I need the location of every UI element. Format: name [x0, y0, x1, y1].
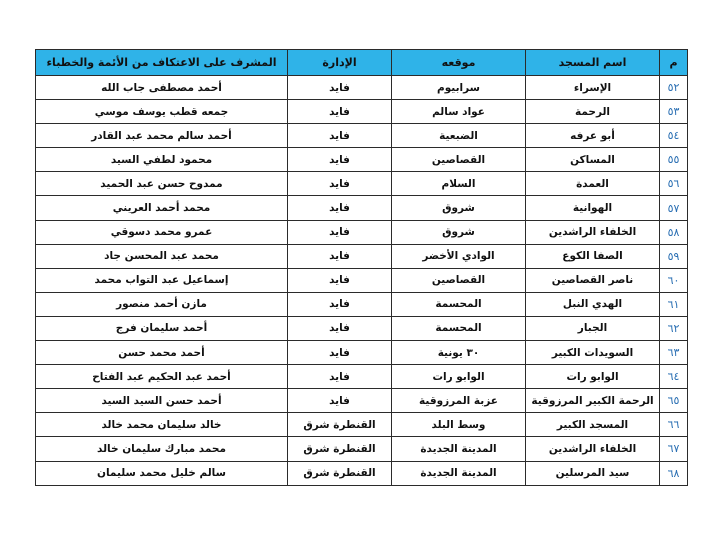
mosque-supervisors-sheet — [35, 49, 687, 486]
administration-cell: القنطرة شرق — [288, 461, 392, 485]
table-row — [36, 316, 688, 340]
administration-cell: فايد — [288, 148, 392, 172]
administration-cell: فايد — [288, 292, 392, 316]
mosque-name-cell: الصفا الكوع — [526, 244, 660, 268]
supervisor-cell: سالم خليل محمد سليمان — [36, 461, 288, 485]
table-row — [36, 389, 688, 413]
row-number: ٦٢ — [660, 316, 688, 340]
supervisor-cell: أحمد عبد الحكيم عبد الفتاح — [36, 365, 288, 389]
table-row — [36, 76, 688, 100]
supervisor-cell: محمد عبد المحسن جاد — [36, 244, 288, 268]
location-cell: المحسمة — [392, 316, 526, 340]
administration-cell: فايد — [288, 124, 392, 148]
location-cell: المدينة الجديدة — [392, 461, 526, 485]
row-number: ٦٦ — [660, 413, 688, 437]
supervisor-cell: إسماعيل عبد التواب محمد — [36, 268, 288, 292]
mosque-name-cell: الهدي النبل — [526, 292, 660, 316]
supervisor-cell: محمود لطفي السيد — [36, 148, 288, 172]
supervisor-cell: خالد سليمان محمد خالد — [36, 413, 288, 437]
administration-cell: القنطرة شرق — [288, 413, 392, 437]
location-cell: الوابو رات — [392, 365, 526, 389]
administration-cell: فايد — [288, 196, 392, 220]
row-number: ٦٤ — [660, 365, 688, 389]
location-cell: المحسمة — [392, 292, 526, 316]
location-cell: القصاصين — [392, 148, 526, 172]
mosque-name-cell: الرحمة — [526, 100, 660, 124]
administration-cell: فايد — [288, 341, 392, 365]
administration-cell: فايد — [288, 389, 392, 413]
administration-cell: فايد — [288, 268, 392, 292]
row-number: ٥٢ — [660, 76, 688, 100]
administration-cell: فايد — [288, 316, 392, 340]
row-number: ٥٩ — [660, 244, 688, 268]
supervisor-cell: ممدوح حسن عبد الحميد — [36, 172, 288, 196]
table-body — [36, 76, 688, 486]
table-row — [36, 341, 688, 365]
row-number: ٥٨ — [660, 220, 688, 244]
supervisor-cell: أحمد حسن السيد السيد — [36, 389, 288, 413]
row-number: ٦١ — [660, 292, 688, 316]
location-cell: شروق — [392, 220, 526, 244]
row-number: ٦٠ — [660, 268, 688, 292]
mosque-name-cell: الجبار — [526, 316, 660, 340]
location-cell: الوادي الأخضر — [392, 244, 526, 268]
supervisor-cell: مازن أحمد منصور — [36, 292, 288, 316]
table-row — [36, 220, 688, 244]
location-cell: عواد سالم — [392, 100, 526, 124]
supervisor-cell: أحمد سالم محمد عبد القادر — [36, 124, 288, 148]
administration-cell: فايد — [288, 244, 392, 268]
table-row — [36, 148, 688, 172]
administration-cell: فايد — [288, 100, 392, 124]
table-row — [36, 461, 688, 485]
header-location: موقعه — [392, 50, 526, 76]
location-cell: السلام — [392, 172, 526, 196]
supervisor-cell: محمد أحمد العريني — [36, 196, 288, 220]
table-row — [36, 437, 688, 461]
location-cell: القصاصين — [392, 268, 526, 292]
mosque-name-cell: الرحمة الكبير المرزوقية — [526, 389, 660, 413]
table-row — [36, 365, 688, 389]
mosque-name-cell: أبو عرفه — [526, 124, 660, 148]
mosques-table — [35, 49, 688, 486]
administration-cell: فايد — [288, 172, 392, 196]
table-row — [36, 196, 688, 220]
mosque-name-cell: الإسراء — [526, 76, 660, 100]
table-row — [36, 268, 688, 292]
location-cell: المدينة الجديدة — [392, 437, 526, 461]
mosque-name-cell: العمدة — [526, 172, 660, 196]
table-row — [36, 124, 688, 148]
row-number: ٦٣ — [660, 341, 688, 365]
table-row — [36, 100, 688, 124]
supervisor-cell: محمد مبارك سليمان خالد — [36, 437, 288, 461]
table-row — [36, 292, 688, 316]
supervisor-cell: جمعه قطب يوسف موسي — [36, 100, 288, 124]
supervisor-cell: أحمد مصطفى جاب الله — [36, 76, 288, 100]
mosque-name-cell: الخلفاء الراشدين — [526, 437, 660, 461]
mosque-name-cell: الهوانية — [526, 196, 660, 220]
header-num: م — [660, 50, 688, 76]
header-mosque-name: اسم المسجد — [526, 50, 660, 76]
administration-cell: القنطرة شرق — [288, 437, 392, 461]
table-header-row — [36, 50, 688, 76]
location-cell: عزبة المرزوقية — [392, 389, 526, 413]
mosque-name-cell: سيد المرسلين — [526, 461, 660, 485]
supervisor-cell: أحمد محمد حسن — [36, 341, 288, 365]
supervisor-cell: عمرو محمد دسوقي — [36, 220, 288, 244]
row-number: ٥٤ — [660, 124, 688, 148]
header-administration: الإدارة — [288, 50, 392, 76]
row-number: ٥٣ — [660, 100, 688, 124]
table-row — [36, 244, 688, 268]
table-row — [36, 172, 688, 196]
mosque-name-cell: المسجد الكبير — [526, 413, 660, 437]
mosque-name-cell: الخلفاء الراشدين — [526, 220, 660, 244]
location-cell: الضبعية — [392, 124, 526, 148]
mosque-name-cell: السويدات الكبير — [526, 341, 660, 365]
location-cell: سرابيوم — [392, 76, 526, 100]
administration-cell: فايد — [288, 76, 392, 100]
location-cell: وسط البلد — [392, 413, 526, 437]
mosque-name-cell: ناصر القصاصين — [526, 268, 660, 292]
administration-cell: فايد — [288, 220, 392, 244]
location-cell: ٣٠ يونية — [392, 341, 526, 365]
location-cell: شروق — [392, 196, 526, 220]
header-supervisor: المشرف على الاعتكاف من الأئمة والخطباء — [36, 50, 288, 76]
row-number: ٥٥ — [660, 148, 688, 172]
row-number: ٦٧ — [660, 437, 688, 461]
row-number: ٥٦ — [660, 172, 688, 196]
table-row — [36, 413, 688, 437]
supervisor-cell: أحمد سليمان فرج — [36, 316, 288, 340]
administration-cell: فايد — [288, 365, 392, 389]
mosque-name-cell: الوابو رات — [526, 365, 660, 389]
mosque-name-cell: المساكن — [526, 148, 660, 172]
row-number: ٦٥ — [660, 389, 688, 413]
row-number: ٥٧ — [660, 196, 688, 220]
row-number: ٦٨ — [660, 461, 688, 485]
